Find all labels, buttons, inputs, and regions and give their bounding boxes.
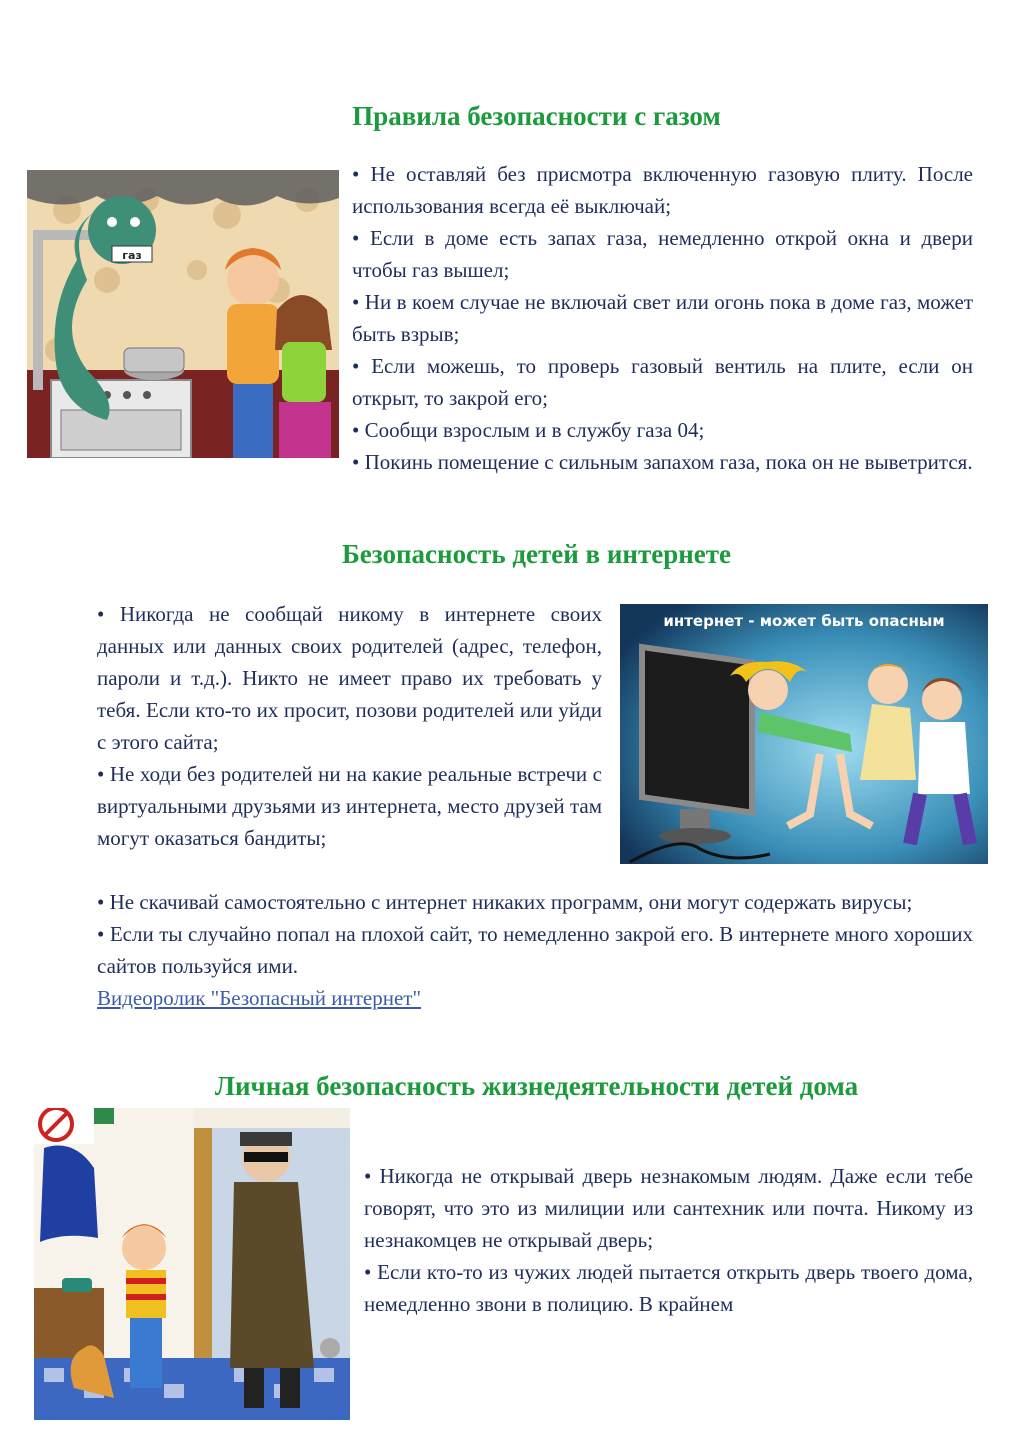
- gas-rule: • Ни в коем случае не включай свет или огонь пока в доме газ, может быть взрыв;: [352, 290, 973, 346]
- gas-rules-text: [352, 158, 973, 446]
- gas-genie-label: газ: [122, 249, 142, 262]
- section-title-home-safety: Личная безопасность жизнедеятельности детей дома: [214, 1071, 859, 1101]
- section-title-internet: Безопасность детей в интернете: [341, 539, 732, 569]
- gas-rule: • Покинь помещение с сильным запахом газа, пока он не выветрится.: [352, 450, 973, 474]
- internet-rule: • Если ты случайно попал на плохой сайт, то немедленно закрой его. В интернете много хороших сайтов пользуйся ими.: [97, 922, 973, 978]
- internet-rule: • Не ходи без родителей ни на какие реальные встречи с виртуальными друзьями из интернета, место друзей там могут оказаться бандиты;: [97, 762, 602, 850]
- home-safety-rule: • Если кто-то из чужих людей пытается открыть дверь твоего дома, немедленно звони в полицию. В крайнем: [364, 1260, 973, 1316]
- internet-image-caption: интернет - может быть опасным: [663, 612, 945, 630]
- gas-rule: • Сообщи взрослым и в службу газа 04;: [352, 418, 705, 442]
- gas-rule: • Не оставляй без присмотра включенную газовую плиту. После использования всегда её выключай;: [352, 162, 973, 218]
- section-title-gas: Правила безопасности с газом: [352, 101, 721, 131]
- internet-rule: • Не скачивай самостоятельно с интернет никаких программ, они могут содержать вирусы;: [97, 890, 913, 914]
- home-safety-rules-text: [364, 1160, 973, 1320]
- internet-rule: • Никогда не сообщай никому в интернете своих данных или данных своих родителей (адрес, телефон, пароли и т.д.). Никто не имеет право их требовать у тебя. Если кто-то их просит, позови родителей или уйди с этого сайта;: [97, 602, 602, 754]
- home-safety-rule: • Никогда не открывай дверь незнакомым людям. Даже если тебе говорят, что это из милиции или сантехник или почта. Никому из незнакомцев не открывай дверь;: [364, 1164, 973, 1252]
- home-safety-illustration: [34, 1108, 350, 1420]
- gas-rules-text-wrap: [97, 446, 973, 478]
- internet-rules-text-bottom: [97, 886, 973, 1014]
- internet-rules-text-top: [97, 598, 602, 854]
- video-link-safe-internet[interactable]: Видеоролик "Безопасный интернет": [97, 986, 422, 1010]
- gas-rule: • Если можешь, то проверь газовый вентиль на плите, если он открыт, то закрой его;: [352, 354, 973, 410]
- gas-illustration: [27, 170, 339, 458]
- gas-rule: • Если в доме есть запах газа, немедленно открой окна и двери чтобы газ вышел;: [352, 226, 973, 282]
- internet-danger-illustration: [620, 604, 988, 864]
